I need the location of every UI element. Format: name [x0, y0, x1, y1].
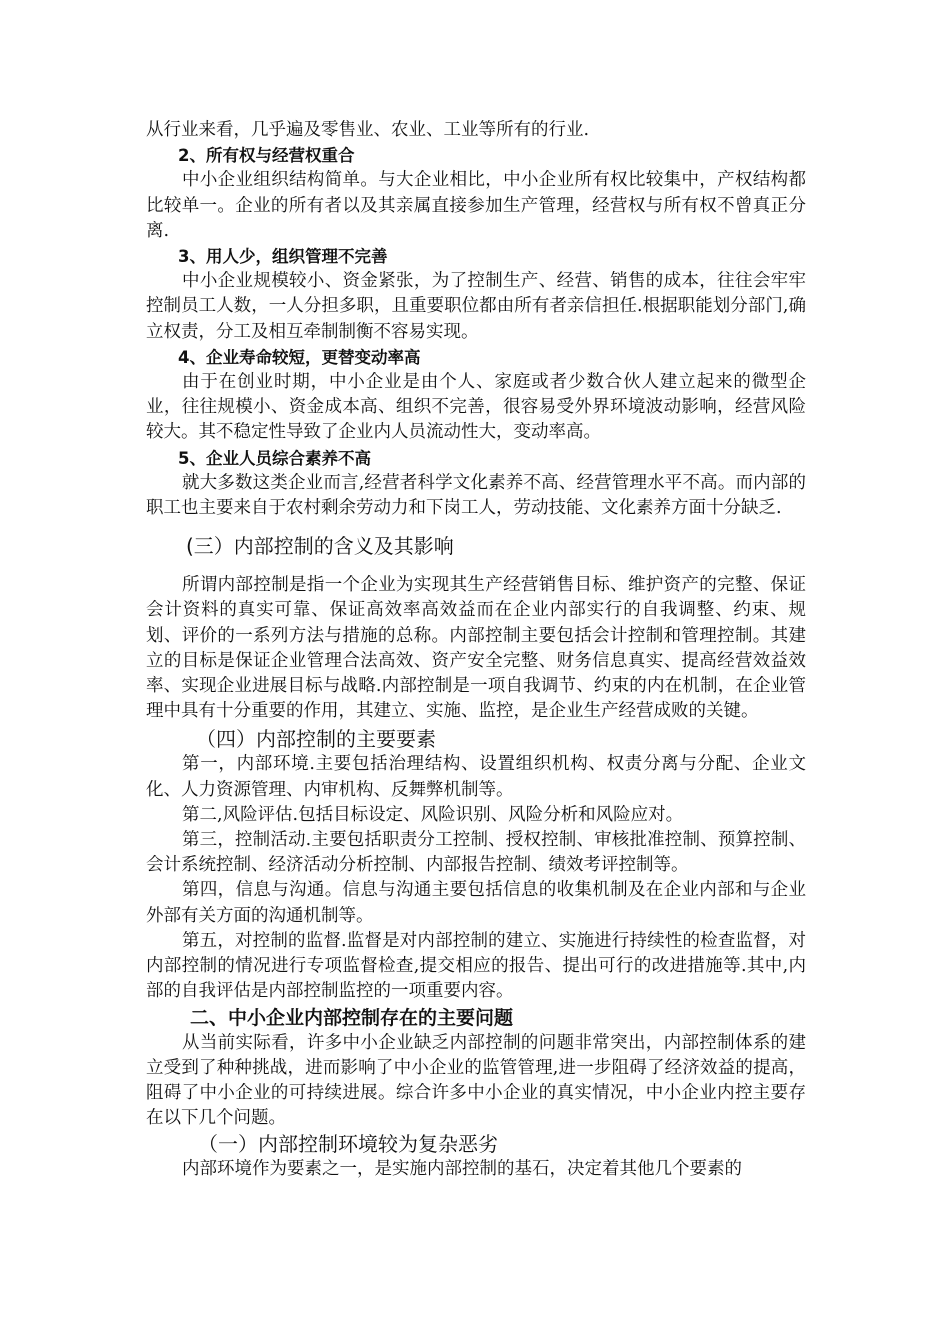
paragraph-continuation: 从行业来看，几乎遍及零售业、农业、工业等所有的行业.	[146, 120, 590, 140]
paragraph-element-3: 第三，控制活动.主要包括职责分工控制、授权控制、审核批准控制、预算控制、会计系统控制、经济活动分析控制、内部报告控制、绩效考评控制等。	[146, 830, 806, 876]
paragraph-environment: 内部环境作为要素之一，是实施内部控制的基石，决定着其他几个要素的	[182, 1159, 742, 1180]
subheading-personnel: 5、企业人员综合素养不高	[178, 448, 371, 468]
paragraph-definition: 所谓内部控制是指一个企业为实现其生产经营销售目标、维护资产的完整、保证会计资料的真实可靠、保证高效率高效益而在企业内部实行的自我调整、约束、规划、评价的一系列方法与措施的总称。内部控制主要包括会计控制和管理控制。其建立的目标是保证企业管理合法高效、资产安全完整、财务信息真实、提高经营效益效率、实现企业进展目标与战略.内部控制是一项自我调节、约束的内在机制，在企业管理中具有十分重要的作用，其建立、实施、监控，是企业生产经营成败的关键。	[146, 575, 806, 722]
paragraph-element-4: 第四，信息与沟通。信息与沟通主要包括信息的收集机制及在企业内部和与企业外部有关方面的沟通机制等。	[146, 880, 806, 926]
paragraph-element-5: 第五，对控制的监督.监督是对内部控制的建立、实施进行持续性的检查监督，对内部控制的情况进行专项监督检查,提交相应的报告、提出可行的改进措施等.其中,内部的自我评估是内部控制监控的一项重要内容。	[146, 930, 806, 1002]
subheading-staffing: 3、用人少，组织管理不完善	[178, 247, 388, 267]
document-page	[146, 118, 806, 1183]
paragraph-element-2: 第二,风险评估.包括目标设定、风险识别、风险分析和风险应对。	[182, 804, 684, 825]
subheading-lifespan: 4、企业寿命较短，更替变动率高	[178, 347, 421, 367]
paragraph-element-1: 第一，内部环境.主要包括治理结构、设置组织机构、权责分离与分配、企业文化、人力资源管理、内审机构、反舞弊机制等。	[146, 754, 806, 800]
paragraph-ownership: 中小企业组织结构简单。与大企业相比，中小企业所有权比较集中，产权结构都比较单一。企业的所有者以及其亲属直接参加生产管理，经营权与所有权不曾真正分离.	[146, 170, 806, 241]
paragraph-staffing: 中小企业规模较小、资金紧张，为了控制生产、经营、销售的成本，往往会牢牢控制员工人数，一人分担多职，且重要职位都由所有者亲信担任.根据职能划分部门,确立权责，分工及相互牵制制衡不容易实现。	[146, 271, 806, 342]
section-heading-environment: （一）内部控制环境较为复杂恶劣	[198, 1132, 498, 1157]
subheading-ownership: 2、所有权与经营权重合	[178, 146, 355, 166]
section-heading-definition: (三）内部控制的含义及其影响	[186, 534, 454, 559]
paragraph-problems: 从当前实际看，许多中小企业缺乏内部控制的问题非常突出，内部控制体系的建立受到了种种挑战，进而影响了中小企业的监管管理,进一步阻碍了经济效益的提高，阻碍了中小企业的可持续进展。综合许多中小企业的真实情况，中小企业内控主要存在以下几个问题。	[146, 1032, 806, 1129]
section-heading-elements: （四）内部控制的主要要素	[196, 727, 436, 752]
paragraph-lifespan: 由于在创业时期，中小企业是由个人、家庭或者少数合伙人建立起来的微型企业，往往规模小、资金成本高、组织不完善，很容易受外界环境波动影响，经营风险较大。其不稳定性导致了企业内人员流动性大，变动率高。	[146, 372, 806, 443]
chapter-heading-problems: 二、中小企业内部控制存在的主要问题	[190, 1006, 514, 1029]
paragraph-personnel: 就大多数这类企业而言,经营者科学文化素养不高、经营管理水平不高。而内部的职工也主要来自于农村剩余劳动力和下岗工人，劳动技能、文化素养方面十分缺乏.	[146, 472, 806, 519]
